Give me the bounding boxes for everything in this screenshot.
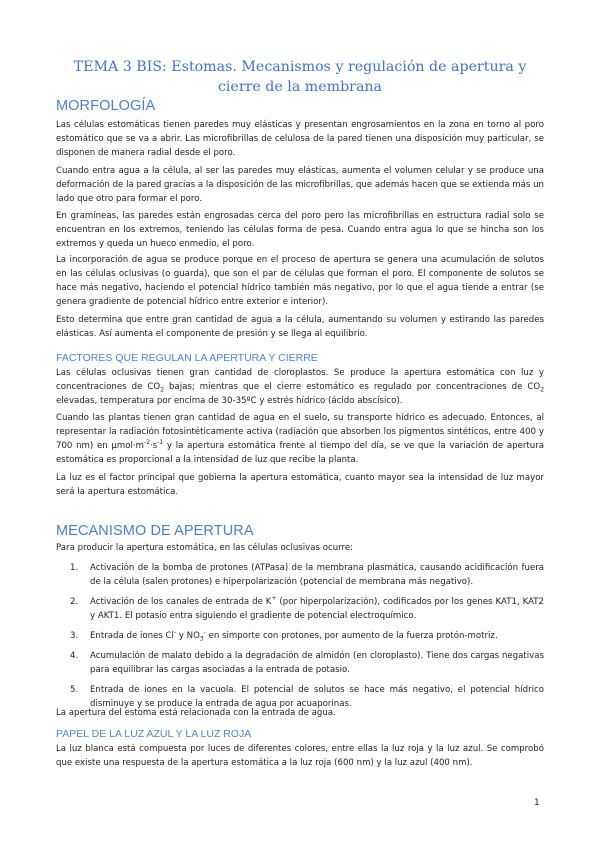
paragraph: En gramíneas, las paredes están engrosadas cerca del poro pero las microfibrillas en estructura radial solo se encuentran en los extremos, teniendo las células forma de pesa. Cuando entra agua lo que se hincha son los extremos y queda un hueco enmedio, el poro. — [56, 211, 544, 249]
page-number: 1 — [534, 798, 540, 808]
document-title: TEMA 3 BIS: Estomas. Mecanismos y regulación de apertura y cierre de la membrana — [73, 59, 527, 95]
heading-morfologia: MORFOLOGÍA — [56, 98, 156, 114]
paragraph: Para producir la apertura estomática, en las células oclusivas ocurre: — [56, 543, 354, 553]
list-item: 3. Entrada de iones Cl- y $NO_3^-$ en simporte con protones, por aumento de la fuerza protón-motriz. — [70, 629, 498, 643]
paragraph: La luz es el factor principal que gobierna la apertura estomática, cuanto mayor sea la intensidad de luz mayor será la apertura estomática. — [56, 473, 544, 497]
list-item: 5. Entrada de iones en la vacuola. El potencial de solutos se hace más negativo, el potencial hídrico disminuye y se produce la entrada de agua por acuaporinas. — [70, 685, 544, 709]
paragraph: La luz blanca está compuesta por luces de diferentes colores, entre ellas la luz roja y la luz azul. Se comprobó que existe una respuesta de la apertura estomática a la luz roja (600 nm) y la luz azul (400 nm). — [56, 744, 544, 768]
paragraph: Cuando entra agua a la célula, al ser las paredes muy elásticas, aumenta el volumen celular y se produce una deformación de la pared gracias a la disposición de las microfibrillas, que además hacen que se extienda más un lado que otro para formar el poro. — [56, 166, 544, 204]
paragraph: Cuando las plantas tienen gran cantidad de agua en el suelo, su transporte hídrico es adecuado. Entonces, al representar la radiación fotosintéticamente activa (radiación que absorben los pigmentos sintéticos, entre 400 y 700 nm) en $\mu mol\cdot m^{-2}\cdot s^{-1}$ y la apertura estomática frente al tiempo del día, se ve que la variación de apertura estomática es proporcional a la intensidad de luz que recibe la planta. — [56, 413, 544, 465]
paragraph: Las células estomáticas tienen paredes muy elásticas y presentan engrosamientos en la zona en torno al poro estomático que se va a abrir. Las microfibrillas de celulosa de la pared tienen una disposición muy particular, se disponen de manera radial desde el poro. — [56, 120, 544, 158]
heading-papel: PAPEL DE LA LUZ AZUL Y LA LUZ ROJA — [56, 728, 252, 740]
paragraph: Las células oclusivas tienen gran cantidad de cloroplastos. Se produce la apertura estomática con luz y concentraciones de $CO_2$ bajas; mientras que el cierre estomático es regulado por concentraciones de $CO_2$ elevadas, temperatura por encima de 30-35ºC y estrés hídrico (ácido abscísico). — [56, 368, 545, 406]
list-item: 1. Activación de la bomba de protones (ATPasa) de la membrana plasmática, causando acidificación fuera de la célula (salen protones) e hiperpolarización (potencial de membrana más negativo). — [70, 563, 544, 587]
mechanism-list — [66, 561, 544, 711]
list-item: 2. Activación de los canales de entrada de K+ (por hiperpolarización), codificados por los genes KAT1, KAT2 y AKT1. El potasio entra siguiendo el gradiente de potencial electroquímico. — [70, 595, 545, 621]
paragraph: La incorporación de agua se produce porque en el proceso de apertura se genera una acumulación de solutos en las células oclusivas (o guarda), que son el par de células que forman el poro. El componente de solutos se hace más negativo, haciendo el potencial hídrico también más negativo, por lo que el agua tiende a entrar (se genera gradiente de potencial hídrico entre exterior e interior). — [56, 255, 544, 307]
heading-factores: FACTORES QUE REGULAN LA APERTURA Y CIERRE — [56, 352, 318, 364]
list-item: 4. Acumulación de malato debido a la degradación de almidón (en cloroplasto). Tiene dos cargas negativas para equilibrar las cargas asociadas a la entrada de potasio. — [70, 651, 544, 675]
heading-mecanismo: MECANISMO DE APERTURA — [56, 523, 254, 539]
paragraph: La apertura del estoma está relacionada con la entrada de agua. — [56, 708, 336, 718]
paragraph: Esto determina que entre gran cantidad de agua a la célula, aumentando su volumen y estirando las paredes elásticas. Así aumenta el componente de presión y se llega al equilibrio. — [56, 315, 544, 339]
